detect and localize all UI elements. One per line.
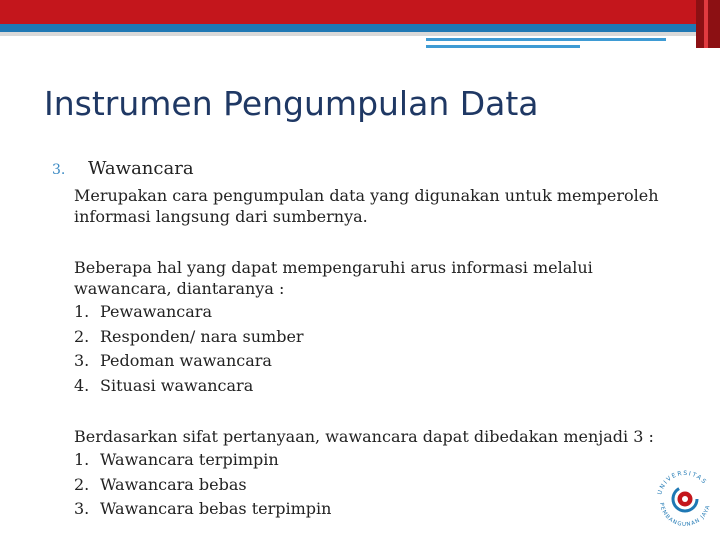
list-text: Wawancara bebas terpimpin (100, 499, 332, 518)
logo-ring-top: UNIVERSITAS (656, 469, 709, 496)
definition-line: informasi langsung dari sumbernya. (74, 207, 368, 226)
list-text: Pewawancara (100, 302, 212, 321)
slide-title: Instrumen Pengumpulan Data (44, 84, 539, 123)
list-number: 3. (74, 351, 90, 370)
university-logo-icon (652, 466, 718, 532)
list-text: Pedoman wawancara (100, 351, 272, 370)
item-number: 3. (52, 162, 66, 178)
list-number: 2. (74, 326, 90, 346)
header-side-red (704, 0, 708, 48)
factors-list (74, 300, 304, 398)
list-item (74, 349, 304, 374)
definition-paragraph (74, 185, 659, 227)
list-number: 2. (74, 474, 90, 494)
list-text: Situasi wawancara (100, 375, 254, 395)
list-number: 3. (74, 499, 90, 518)
header-accent-line-2 (426, 45, 580, 48)
factors-intro (74, 257, 593, 299)
types-list (74, 448, 331, 522)
header-band-red (0, 0, 720, 24)
header-band-gray (0, 32, 720, 36)
university-logo (652, 466, 718, 532)
list-item (74, 325, 304, 350)
factors-intro-line: Beberapa hal yang dapat mempengaruhi arus informasi melalui (74, 258, 593, 277)
header-accent-line-1 (426, 38, 666, 41)
list-item (74, 497, 331, 522)
header-side-dark (696, 0, 720, 48)
logo-ring-bottom: PEMBANGUNAN JAYA (658, 502, 712, 529)
list-item (74, 300, 304, 325)
list-number: 4. (74, 375, 90, 395)
factors-intro-line: wawancara, diantaranya : (74, 279, 285, 298)
header-band-blue (0, 24, 720, 32)
list-text: Wawancara terpimpin (100, 450, 279, 469)
list-number: 1. (74, 302, 90, 321)
svg-text:UNIVERSITAS (656, 470, 708, 496)
list-number: 1. (74, 450, 90, 469)
types-intro: Berdasarkan sifat pertanyaan, wawancara dapat dibedakan menjadi 3 : (74, 427, 654, 446)
list-item (74, 473, 331, 498)
item-heading: Wawancara (88, 158, 194, 179)
list-item (74, 374, 304, 399)
list-item (74, 448, 331, 473)
list-text: Responden/ nara sumber (100, 326, 304, 346)
definition-line: Merupakan cara pengumpulan data yang digunakan untuk memperoleh (74, 186, 659, 205)
list-text: Wawancara bebas (100, 474, 247, 494)
